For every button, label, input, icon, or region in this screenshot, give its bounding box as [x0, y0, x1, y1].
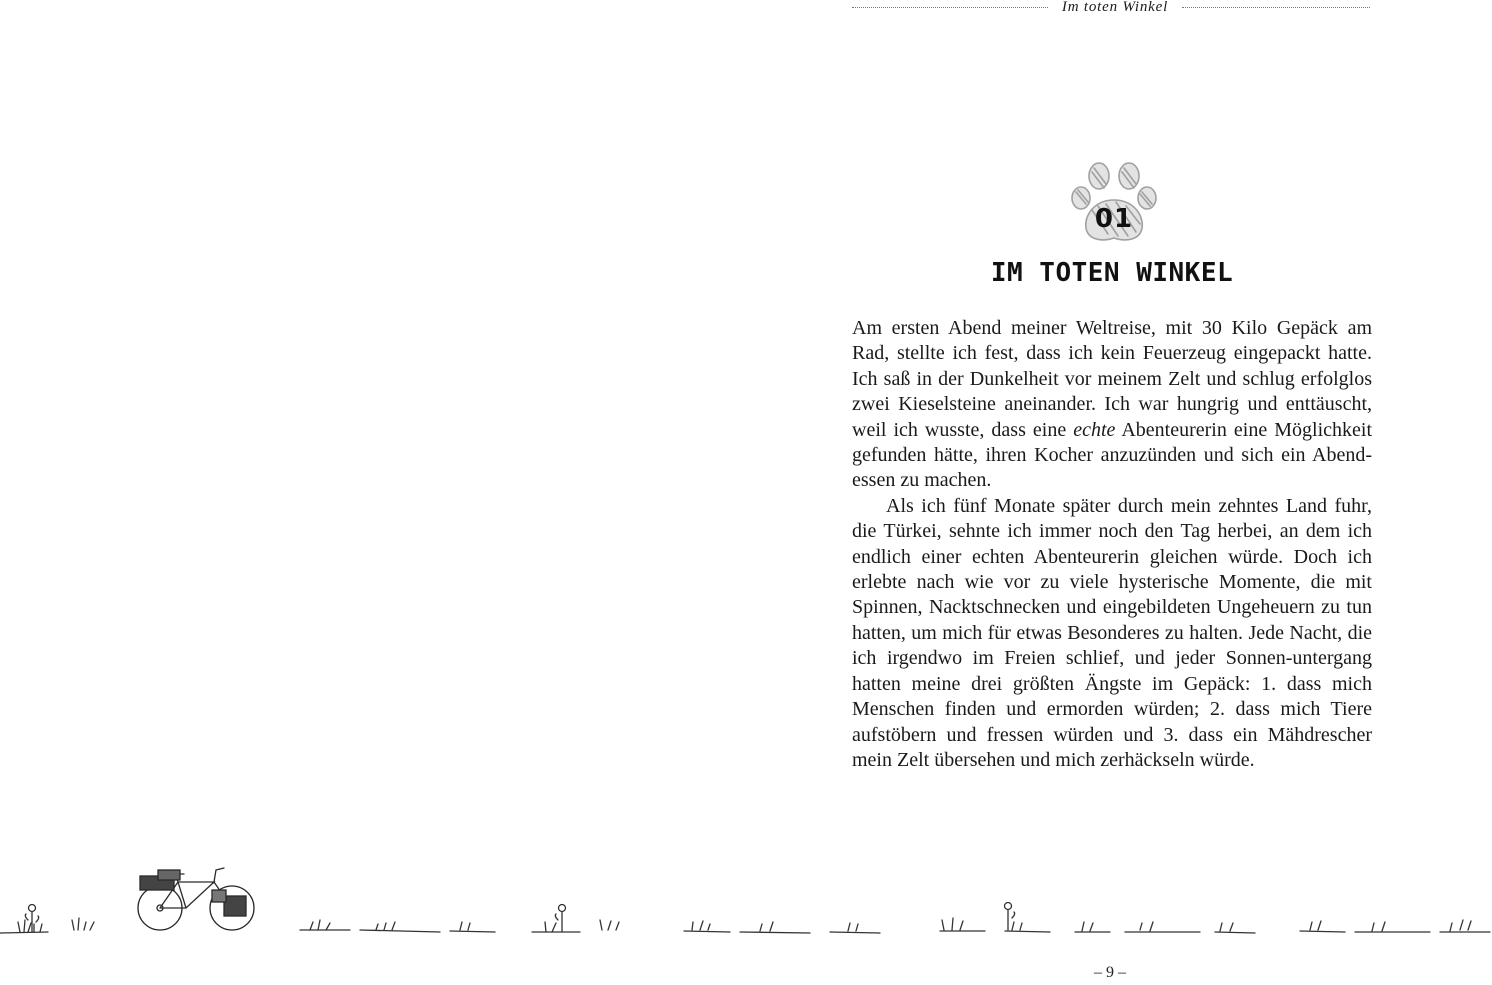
flower-icon — [25, 905, 38, 933]
paragraph-1-part-b: Abenteurerin eine Möglichkeit gefunden hätte, ihren Kocher anzuzünden und sich ein Abend-essen zu machen. — [852, 418, 1372, 492]
chapter-number: 01 — [1094, 204, 1134, 234]
flower-icon — [555, 905, 565, 933]
chapter-title: IM TOTEN WINKEL — [990, 258, 1234, 288]
running-head-title: Im toten Winkel — [1061, 0, 1169, 15]
bicycle-icon — [138, 868, 254, 930]
paragraph-1 — [852, 316, 1372, 494]
paragraph-1-emphasis: echte — [1073, 418, 1116, 441]
chapter-body — [852, 316, 1372, 773]
paragraph-1-part-a: Am ersten Abend meiner Weltreise, mit 30 Kilo Gepäck am Rad, stellte ich fest, dass ich kein Feuerzeug eingepackt hatte. Ich saß in der Dunkelheit vor meinem Zelt und schlug erfolglos zwei Kieselsteine aneinander. Ich war hungrig und enttäuscht, weil ich wusste, dass eine — [852, 317, 1372, 441]
paragraph-2: Als ich fünf Monate später durch mein zehntes Land fuhr, die Türkei, sehnte ich immer noch den Tag herbei, an dem ich endlich einer echten Abenteurerin gleichen würde. Doch ich erlebte nach wie vor zu viele hysterische Momente, die mit Spinnen, Nacktschnecken und eingebildeten Ungeheuern zu tun hatten, um mich für etwas Besonderes zu halten. Jede Nacht, die ich irgendwo im Freien schlief, und jeder Sonnen-untergang hatten meine drei größten Ängste im Gepäck: 1. dass mich Menschen finden und ermorden würden; 2. dass mich Tiere aufstöbern und fressen würden und 3. dass ein Mähdrescher mein Zelt übersehen und mich zerhäckseln würde. — [852, 494, 1372, 771]
page-number: – 9 – — [1094, 964, 1126, 981]
running-head-rule-right — [1182, 7, 1370, 8]
running-head — [852, 0, 1370, 16]
bicycle-and-grass-illustration — [0, 860, 1492, 940]
running-head-rule-left — [852, 7, 1048, 8]
ground-line — [0, 930, 1490, 933]
